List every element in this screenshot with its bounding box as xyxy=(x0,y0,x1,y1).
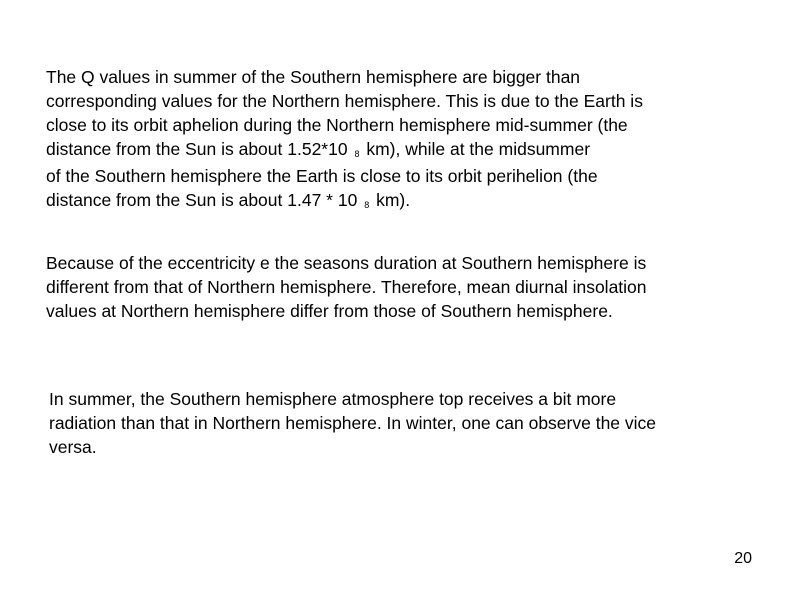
text-segment: km). xyxy=(376,190,411,210)
text-line: of the Southern hemisphere the Earth is close to its orbit perihelion (the xyxy=(46,166,598,186)
text-line: corresponding values for the Northern hemisphere. This is due to the Earth is xyxy=(46,91,643,111)
text-line xyxy=(46,188,746,215)
paragraph-summer-winter-radiation xyxy=(49,387,749,459)
text-segment: km), while at the midsummer xyxy=(366,139,591,159)
text-line: close to its orbit aphelion during the Northern hemisphere mid-summer (the xyxy=(46,115,628,135)
text-line: The Q values in summer of the Southern hemisphere are bigger than xyxy=(46,67,581,87)
page-number: 20 xyxy=(734,550,752,567)
text-segment: distance from the Sun is about 1.52*10 xyxy=(46,139,348,159)
exponent: 8 xyxy=(354,149,360,159)
text-line: radiation than that in Northern hemisphere. In winter, one can observe the vice xyxy=(49,413,657,433)
text-line: versa. xyxy=(49,437,97,457)
text-line xyxy=(46,137,746,164)
exponent: 8 xyxy=(364,200,370,210)
text-line: In summer, the Southern hemisphere atmosphere top receives a bit more xyxy=(49,389,617,409)
text-segment: distance from the Sun is about 1.47 * 10 xyxy=(46,190,358,210)
text-line: Because of the eccentricity e the seasons duration at Southern hemisphere is xyxy=(46,253,647,273)
paragraph-insolation-q-values xyxy=(46,65,746,215)
text-line: different from that of Northern hemisphere. Therefore, mean diurnal insolation xyxy=(46,277,647,297)
text-line: values at Northern hemisphere differ from those of Southern hemisphere. xyxy=(46,301,613,321)
paragraph-eccentricity xyxy=(46,251,746,323)
